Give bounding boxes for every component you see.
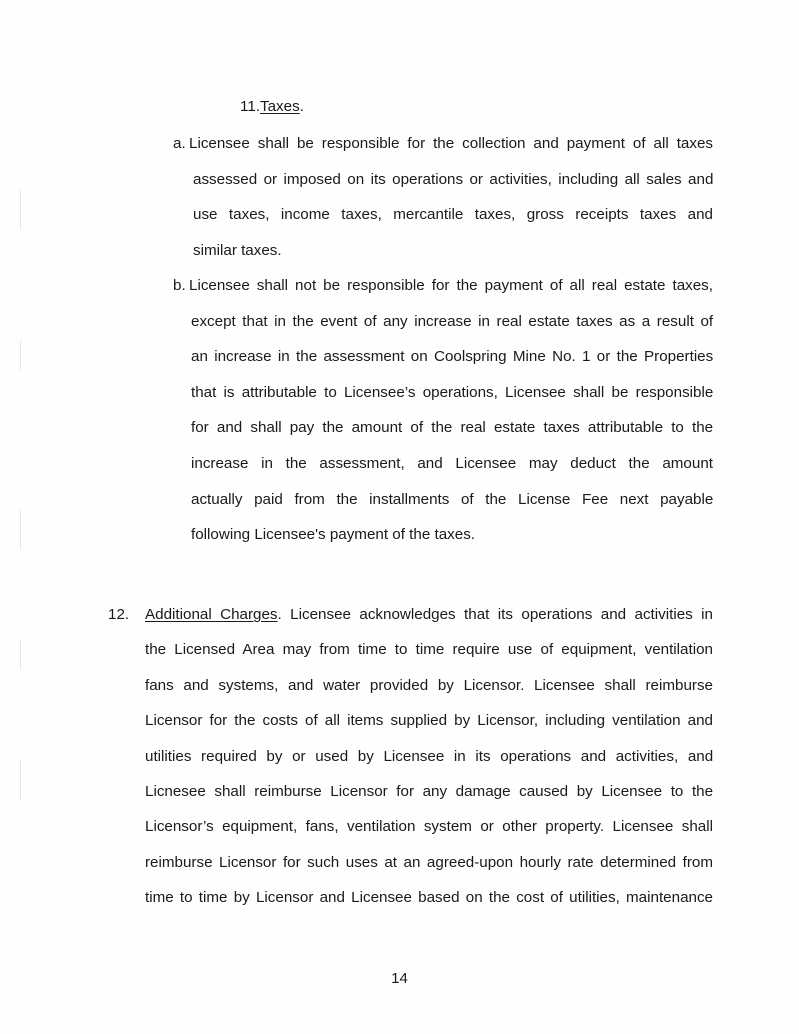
section-title: Additional Charges [145,606,278,623]
item-marker: a. [173,135,186,152]
scan-artifact [20,640,21,670]
text-line: Licensor for the costs of all items supplied by Licensor, including ventilation and [145,712,713,730]
text-line: following Licensee's payment of the taxes. [191,526,476,544]
section-12-paragraph [108,597,713,916]
section-title: Taxes [260,98,300,115]
text-line: an increase in the assessment on Coolspring Mine No. 1 or the Properties [191,348,714,366]
section-number: 12. [108,606,130,623]
section-11-heading: 11.Taxes. [240,98,304,115]
text-line: actually paid from the installments of the License Fee next payable [191,490,714,508]
text-line: fans and systems, and water provided by Licensor. Licensee shall reimburse [145,676,713,694]
text-line: for and shall pay the amount of the real estate taxes attributable to the [191,419,714,437]
text-line: Additional Charges. Licensee acknowledges that its operations and activities in [145,606,713,623]
scan-artifact [20,190,21,230]
page-number: 14 [391,970,408,987]
scan-artifact [20,760,21,800]
text-line: that is attributable to Licensee’s operations, Licensee shall be responsible [191,383,714,401]
text-line: use taxes, income taxes, mercantile taxes, gross receipts taxes and [193,206,713,224]
scan-artifact [20,340,21,370]
section-11-item-a [173,126,713,268]
text-line: similar taxes. [193,241,282,259]
scan-artifact [20,510,21,550]
text-line: utilities required by or used by Licensee in its operations and activities, and [145,747,714,765]
text-line: increase in the assessment, and Licensee may deduct the amount [191,454,713,472]
section-11-item-b [173,268,713,553]
text-line: time to time by Licensor and Licensee based on the cost of utilities, maintenance [145,889,713,907]
text-line: assessed or imposed on its operations or activities, including all sales and [193,170,714,188]
text-line: Licnesee shall reimburse Licensor for any damage caused by Licensee to the [145,783,714,801]
text-line: reimburse Licensor for such uses at an agreed-upon hourly rate determined from [145,853,713,871]
text-line: except that in the event of any increase in real estate taxes as a result of [191,312,714,330]
text-line: Licensee shall be responsible for the collection and payment of all taxes [189,135,713,152]
text-line: the Licensed Area may from time to time require use of equipment, ventilation [145,641,713,659]
text-line: Licensor’s equipment, fans, ventilation system or other property. Licensee shall [145,818,713,836]
item-marker: b. [173,277,186,294]
section-number: 11. [240,98,260,115]
text-line: Licensee shall not be responsible for the payment of all real estate taxes, [189,277,713,294]
